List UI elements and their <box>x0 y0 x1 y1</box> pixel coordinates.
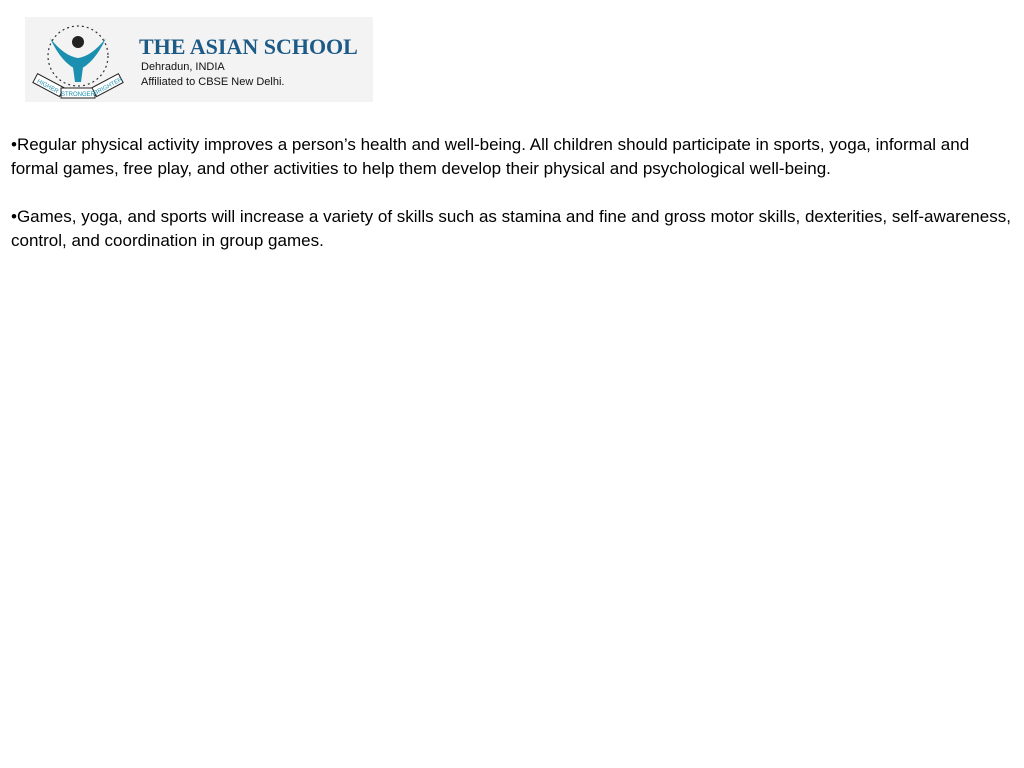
bullet-item <box>11 133 1016 181</box>
bullet-marker: • <box>11 135 17 154</box>
emblem-word-center: STRONGER <box>60 92 96 98</box>
bullet-text: Regular physical activity improves a person’s health and well-being. All children should participate in sports, yoga, informal and formal games, free play, and other activities to help them develop their physical and psychological well-being. <box>11 135 970 178</box>
school-location: Dehradun, INDIA <box>141 61 225 73</box>
school-name: THE ASIAN SCHOOL <box>139 34 358 59</box>
school-logo <box>25 17 373 102</box>
emblem-word-left: HIGHER <box>35 78 60 96</box>
school-emblem-icon <box>28 20 128 100</box>
school-affiliation: Affiliated to CBSE New Delhi. <box>141 76 285 88</box>
emblem-word-right: BRIGHTER <box>93 76 124 97</box>
bullet-item <box>11 205 1016 253</box>
bullet-text: Games, yoga, and sports will increase a variety of skills such as stamina and fine and gross motor skills, dexterities, self-awareness, control, and coordination in group games. <box>11 207 1011 250</box>
bullet-list <box>11 133 1016 277</box>
bullet-marker: • <box>11 207 17 226</box>
